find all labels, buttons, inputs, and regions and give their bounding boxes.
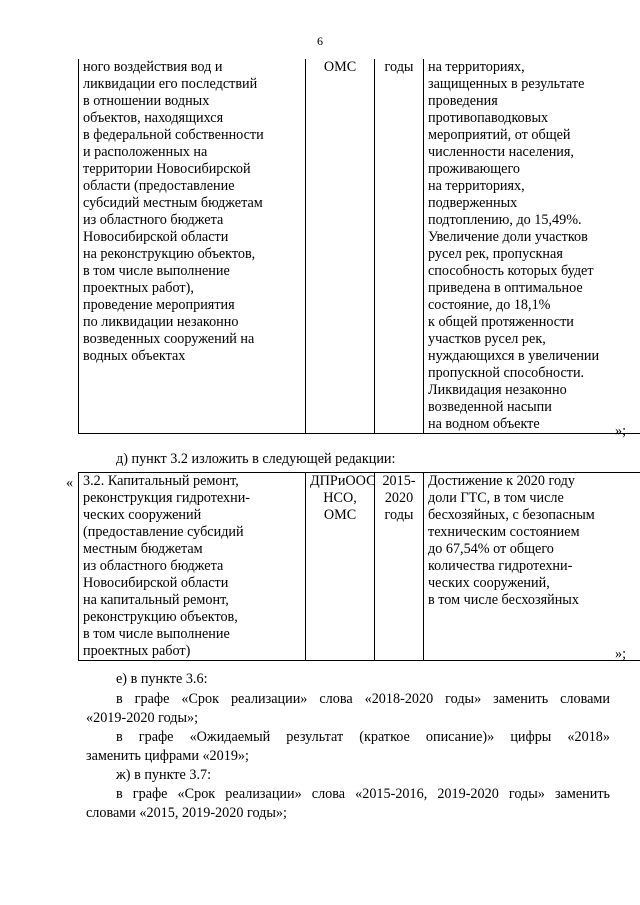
result-cell: на территориях, защищенных в результате проведения противопаводковых мероприятий, от общей численности населения, проживающего на территориях, подверженных подтоплению, до 15,49%. Увеличение доли участков русел рек, пропускная способность которых будет приведена в оптимальное состояние, до 18,1% к общей протяженности участков русел рек, нуждающихся в увеличении пропускной способности. Ликвидация незаконно возведенной насыпи на водном объекте: [424, 59, 640, 434]
table-item-3-2: [78, 472, 640, 661]
item-e-paragraph-1-line-2: «2019-2020 годы»;: [86, 710, 199, 726]
executor-cell: ОМС: [306, 59, 375, 434]
term-cell: 2015- 2020 годы: [375, 473, 424, 661]
item-zh-paragraph-1-line-1: в графе «Срок реализации» слова «2015-2016, 2019-2020 годы» заменить: [116, 786, 610, 802]
result-cell: Достижение к 2020 году доли ГТС, в том числе бесхозяйных, с безопасным техническим состоянием до 67,54% от общего количества гидротехни- ческих сооружений, в том числе бесхозяйных: [424, 473, 640, 661]
closing-quote: »;: [615, 646, 627, 662]
item-e-paragraph-2-line-2: заменить цифрами «2019»;: [86, 748, 249, 764]
table-row: [79, 59, 640, 434]
item-d-text: д) пункт 3.2 изложить в следующей редакции:: [116, 451, 396, 467]
page-number: 6: [317, 34, 323, 48]
measure-name-cell: ного воздействия вод и ликвидации его последствий в отношении водных объектов, находящихся в федеральной собственности и расположенных на территории Новосибирской области (предоставление субсидий местным бюджетам из областного бюджета Новосибирской области на реконструкцию объектов, в том числе выполнение проектных работ), проведение мероприятия по ликвидации незаконно возведенных сооружений на водных объектах: [79, 59, 306, 434]
item-e-paragraph-1-line-1: в графе «Срок реализации» слова «2018-2020 годы» заменить словами: [116, 691, 610, 707]
item-e-heading: е) в пункте 3.6:: [116, 671, 208, 687]
table-row: [79, 473, 640, 661]
item-e-paragraph-2-line-1: в графе «Ожидаемый результат (краткое описание)» цифры «2018»: [116, 729, 610, 745]
executor-cell: ДПРиООС НСО, ОМС: [306, 473, 375, 661]
opening-quote: «: [66, 475, 74, 491]
item-zh-paragraph-1-line-2: словами «2015, 2019-2020 годы»;: [86, 805, 287, 821]
item-zh-heading: ж) в пункте 3.7:: [116, 767, 212, 783]
closing-quote: »;: [615, 423, 627, 439]
measure-name-cell: 3.2. Капитальный ремонт, реконструкция гидротехни- ческих сооружений (предоставление субсидий местным бюджетам из областного бюджета Новосибирской области на капитальный ремонт, реконструкцию объектов, в том числе выполнение проектных работ): [79, 473, 306, 661]
table-continuation: [78, 59, 640, 434]
term-cell: годы: [375, 59, 424, 434]
